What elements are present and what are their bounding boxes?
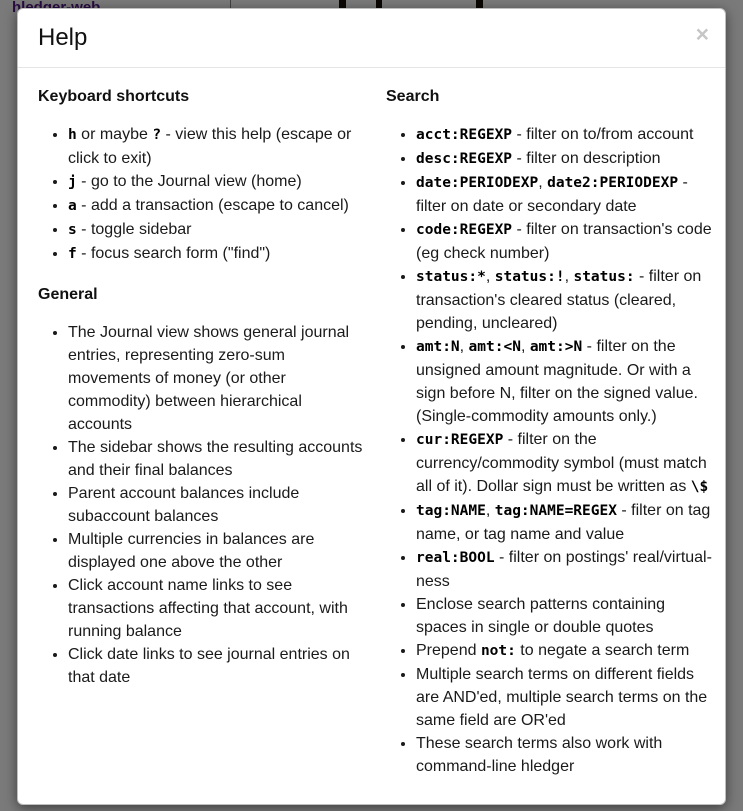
- list-item: • The sidebar shows the resulting accounts and their final balances: [68, 436, 370, 482]
- help-modal: [17, 8, 726, 805]
- list-item: • h or maybe ? - view this help (escape or click to exit): [68, 123, 370, 170]
- list-item: • Enclose search patterns containing spaces in single or double quotes: [416, 593, 718, 639]
- help-list: [38, 123, 370, 266]
- list-item: • Prepend not: to negate a search term: [416, 639, 718, 663]
- code-term: h: [68, 127, 77, 143]
- modal-title: Help: [38, 24, 88, 51]
- list-item: • These search terms also work with command-line hledger: [416, 732, 718, 778]
- code-term: desc:REGEXP: [416, 151, 513, 167]
- code-term: status:: [573, 269, 635, 285]
- list-item: • Multiple currencies in balances are displayed one above the other: [68, 528, 370, 574]
- code-term: tag:NAME=REGEX: [494, 503, 617, 519]
- list-item: • s - toggle sidebar: [68, 218, 370, 242]
- code-term: j: [68, 174, 77, 190]
- list-item: • amt:N, amt:<N, amt:>N - filter on the unsigned amount magnitude. Or with a sign before N, filter on the signed value. (Single-commodity amounts only.): [416, 335, 718, 428]
- list-item: • cur:REGEXP - filter on the currency/commodity symbol (must match all of it). Dollar sign must be written as \$: [416, 428, 718, 499]
- list-item: • code:REGEXP - filter on transaction's code (eg check number): [416, 218, 718, 265]
- code-term: s: [68, 222, 77, 238]
- code-term: date2:PERIODEXP: [547, 175, 679, 191]
- code-term: \$: [690, 479, 709, 495]
- list-item: • Parent account balances include subaccount balances: [68, 482, 370, 528]
- code-term: amt:N: [416, 339, 460, 355]
- list-item: • tag:NAME, tag:NAME=REGEX - filter on tag name, or tag name and value: [416, 499, 718, 546]
- code-term: amt:>N: [529, 339, 583, 355]
- list-item: • Click date links to see journal entries on that date: [68, 643, 370, 689]
- code-term: a: [68, 198, 77, 214]
- list-item: • real:BOOL - filter on postings' real/virtual-ness: [416, 546, 718, 593]
- list-item: • acct:REGEXP - filter on to/from account: [416, 123, 718, 147]
- help-left-column: [38, 88, 370, 798]
- code-term: date:PERIODEXP: [416, 175, 539, 191]
- code-term: real:BOOL: [416, 550, 495, 566]
- help-list: [38, 321, 370, 689]
- list-item: • status:*, status:!, status: - filter on transaction's cleared status (cleared, pending, uncleared): [416, 265, 718, 335]
- code-term: status:!: [494, 269, 565, 285]
- section-heading: General: [38, 286, 98, 303]
- modal-header: [18, 9, 725, 68]
- code-term: cur:REGEXP: [416, 432, 504, 448]
- list-item: • Click account name links to see transactions affecting that account, with running balance: [68, 574, 370, 643]
- section-heading: Keyboard shortcuts: [38, 88, 190, 105]
- list-item: • date:PERIODEXP, date2:PERIODEXP - filter on date or secondary date: [416, 171, 718, 218]
- list-item: • j - go to the Journal view (home): [68, 170, 370, 194]
- close-icon[interactable]: ×: [695, 21, 709, 47]
- list-item: • Multiple search terms on different fields are AND'ed, multiple search terms on the same field are OR'ed: [416, 663, 718, 732]
- modal-body: [18, 68, 725, 804]
- code-term: acct:REGEXP: [416, 127, 513, 143]
- help-right-column: [386, 88, 718, 798]
- code-term: f: [68, 246, 77, 262]
- code-term: code:REGEXP: [416, 222, 513, 238]
- code-term: ?: [152, 127, 162, 143]
- code-term: not:: [480, 643, 516, 659]
- list-item: • desc:REGEXP - filter on description: [416, 147, 718, 171]
- code-term: amt:<N: [468, 339, 521, 355]
- section-heading: Search: [386, 88, 440, 105]
- list-item: • a - add a transaction (escape to cancel): [68, 194, 370, 218]
- code-term: status:*: [416, 269, 486, 285]
- list-item: • f - focus search form ("find"): [68, 242, 370, 266]
- code-term: tag:NAME: [416, 503, 486, 519]
- help-list: [386, 123, 718, 778]
- list-item: • The Journal view shows general journal entries, representing zero-sum movements of money (or other commodity) between hierarchical accounts: [68, 321, 370, 436]
